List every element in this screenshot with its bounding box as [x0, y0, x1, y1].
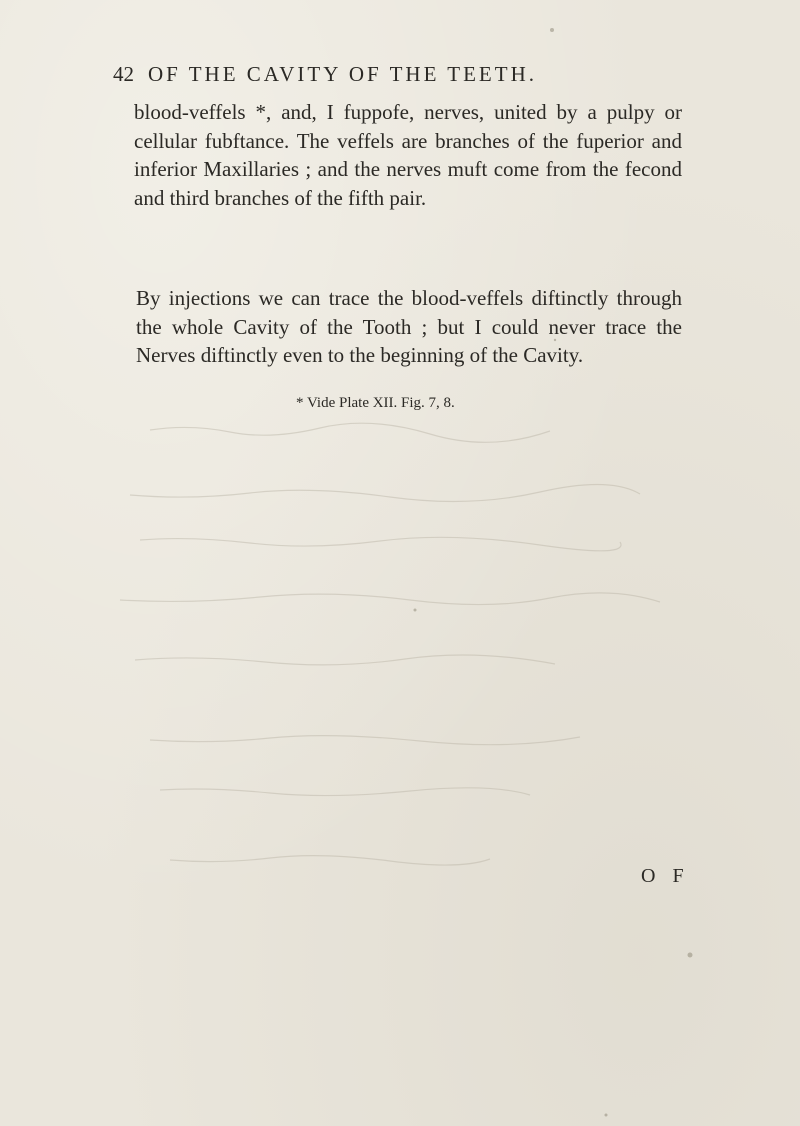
footnote: * Vide Plate XII. Fig. 7, 8. [296, 395, 455, 411]
catchword: O F [641, 865, 690, 887]
paragraph [134, 284, 682, 370]
page-number: 42 [113, 62, 134, 86]
paragraph: blood-veffels *, and, I fuppofe, nerves, united by a pulpy or cellular fubftance. The veffels are branches of the fuperior and inferior Maxillaries ; and the nerves muft come from the fecond and third branches of the fifth pair. [134, 100, 682, 210]
running-head [113, 62, 693, 87]
running-title: OF THE CAVITY OF THE TEETH. [148, 62, 538, 86]
paragraph-text: By injections we can trace the blood-veffels diftinctly through the whole Cavity of the Tooth ; but I could never trace the Nerves diftinctly even to the beginning of the Cavity. [136, 286, 682, 367]
